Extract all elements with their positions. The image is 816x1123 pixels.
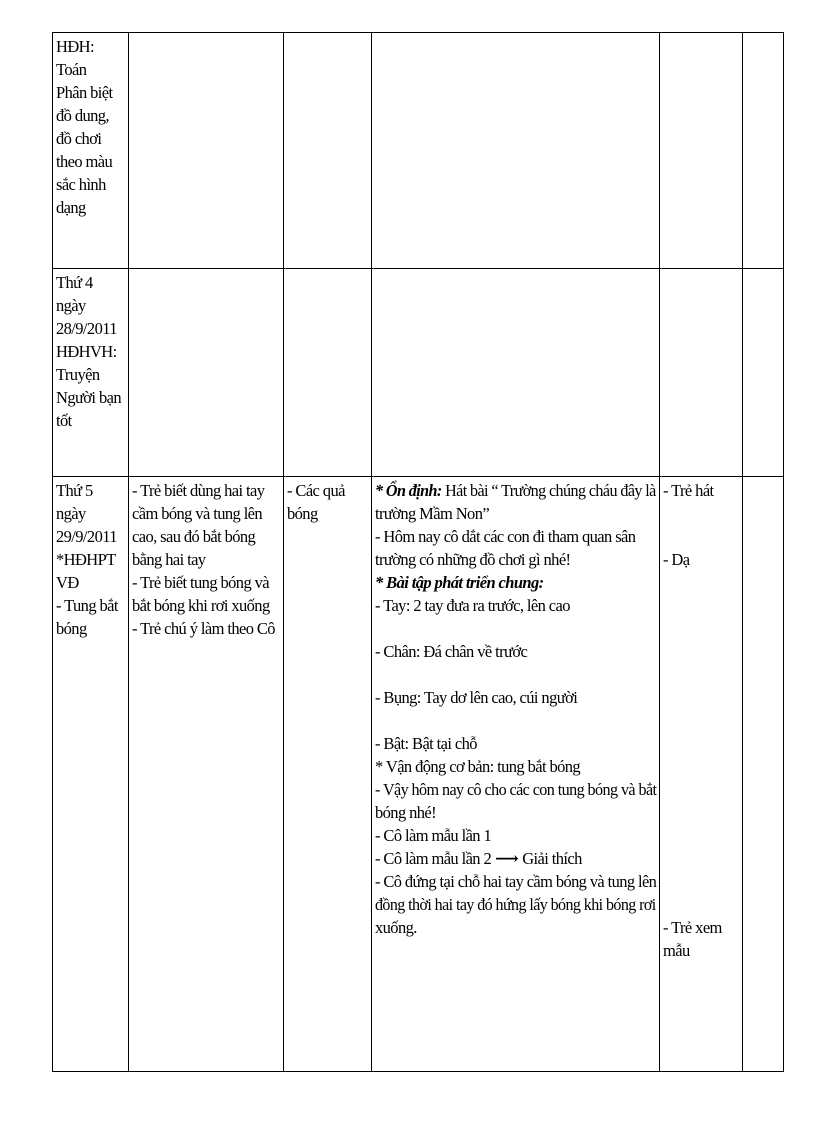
activity-line: đồng thời hai tay đó hứng lấy bóng khi bóng rơi [375, 895, 656, 914]
objective-line: - Trẻ chú ý làm theo Cô [132, 619, 275, 638]
day-line: HĐHVH: [56, 342, 117, 361]
table-row [53, 477, 784, 1072]
objective-line: - Trẻ biết dùng hai tay [132, 481, 265, 500]
day-line: Thứ 5 [56, 481, 93, 500]
day-line: đồ chơi [56, 129, 102, 148]
day-cell [53, 477, 129, 1072]
activity-line: trường có những đồ chơi gì nhé! [375, 550, 571, 569]
table-row [53, 269, 784, 477]
activity-line: bóng nhé! [375, 803, 437, 822]
day-line: Toán [56, 60, 87, 79]
day-line: đồ dung, [56, 106, 109, 125]
note-cell [743, 33, 784, 269]
activity-line: - Hôm nay cô dắt các con đi tham quan sân [375, 527, 636, 546]
child-activity-cell [660, 269, 743, 477]
explain-text: Giải thích [522, 849, 582, 868]
objective-cell [129, 477, 284, 1072]
activity-line: * Vận động cơ bản: tung bắt bóng [375, 757, 581, 776]
activity-line: - Vậy hôm nay cô cho các con tung bóng và bắt [375, 780, 657, 799]
activity-line: - Tay: 2 tay đưa ra trước, lên cao [375, 596, 570, 615]
objective-line: bằng hai tay [132, 550, 206, 569]
day-cell [53, 269, 129, 477]
activity-cell [372, 477, 660, 1072]
day-line: sắc hình [56, 175, 106, 194]
child-line: - Dạ [663, 550, 690, 569]
day-line: Người bạn [56, 388, 121, 407]
activity-cell [372, 269, 660, 477]
objective-line: bắt bóng khi rơi xuống [132, 596, 270, 615]
child-line: mẫu [663, 941, 690, 960]
lesson-plan-table [52, 32, 784, 1072]
day-cell [53, 33, 129, 269]
on-dinh-text: Hát bài “ Trường chúng cháu đây là [441, 481, 656, 500]
objective-cell [129, 269, 284, 477]
child-line: - Trẻ hát [663, 481, 714, 500]
note-cell [743, 269, 784, 477]
right-arrow-icon: ⟶ [495, 849, 519, 868]
objective-cell [129, 33, 284, 269]
child-line: - Trẻ xem [663, 918, 722, 937]
activity-line [375, 847, 656, 870]
exercise-heading: * Bài tập phát triển chung: [375, 573, 544, 592]
day-line: theo màu [56, 152, 113, 171]
child-activity-cell [660, 33, 743, 269]
activity-line: trường Mầm Non” [375, 504, 490, 523]
activity-line: - Bật: Bật tại chỗ [375, 734, 477, 753]
day-line: ngày [56, 504, 86, 523]
material-cell [284, 33, 372, 269]
activity-cell [372, 33, 660, 269]
material-line: bóng [287, 504, 318, 523]
day-line: 28/9/2011 [56, 319, 117, 338]
day-line: - Tung bắt [56, 596, 118, 615]
day-line: VĐ [56, 573, 79, 592]
day-line: bóng [56, 619, 87, 638]
day-line: Phân biệt [56, 83, 113, 102]
material-cell [284, 477, 372, 1072]
day-line: *HĐHPT [56, 550, 116, 569]
objective-line: - Trẻ biết tung bóng và [132, 573, 269, 592]
activity-line [375, 479, 656, 502]
activity-line: - Cô đứng tại chỗ hai tay cầm bóng và tung lên [375, 872, 657, 891]
day-line: tốt [56, 411, 72, 430]
activity-line: - Bụng: Tay dơ lên cao, cúi người [375, 688, 578, 707]
note-cell [743, 477, 784, 1072]
material-line: - Các quả [287, 481, 345, 500]
on-dinh-label: * Ổn định: [375, 481, 442, 500]
day-line: HĐH: [56, 37, 94, 56]
activity-line: - Cô làm mẫu lần 1 [375, 826, 492, 845]
day-line: dạng [56, 198, 86, 217]
activity-line: xuống. [375, 918, 417, 937]
objective-line: cao, sau đó bắt bóng [132, 527, 256, 546]
child-activity-cell [660, 477, 743, 1072]
table-row [53, 33, 784, 269]
objective-line: cầm bóng và tung lên [132, 504, 263, 523]
activity-line: - Chân: Đá chân về trước [375, 642, 528, 661]
demo-2-text: - Cô làm mẫu lần 2 [375, 849, 492, 868]
day-line: ngày [56, 296, 86, 315]
material-cell [284, 269, 372, 477]
day-line: Thứ 4 [56, 273, 93, 292]
day-line: 29/9/2011 [56, 527, 117, 546]
day-line: Truyện [56, 365, 100, 384]
